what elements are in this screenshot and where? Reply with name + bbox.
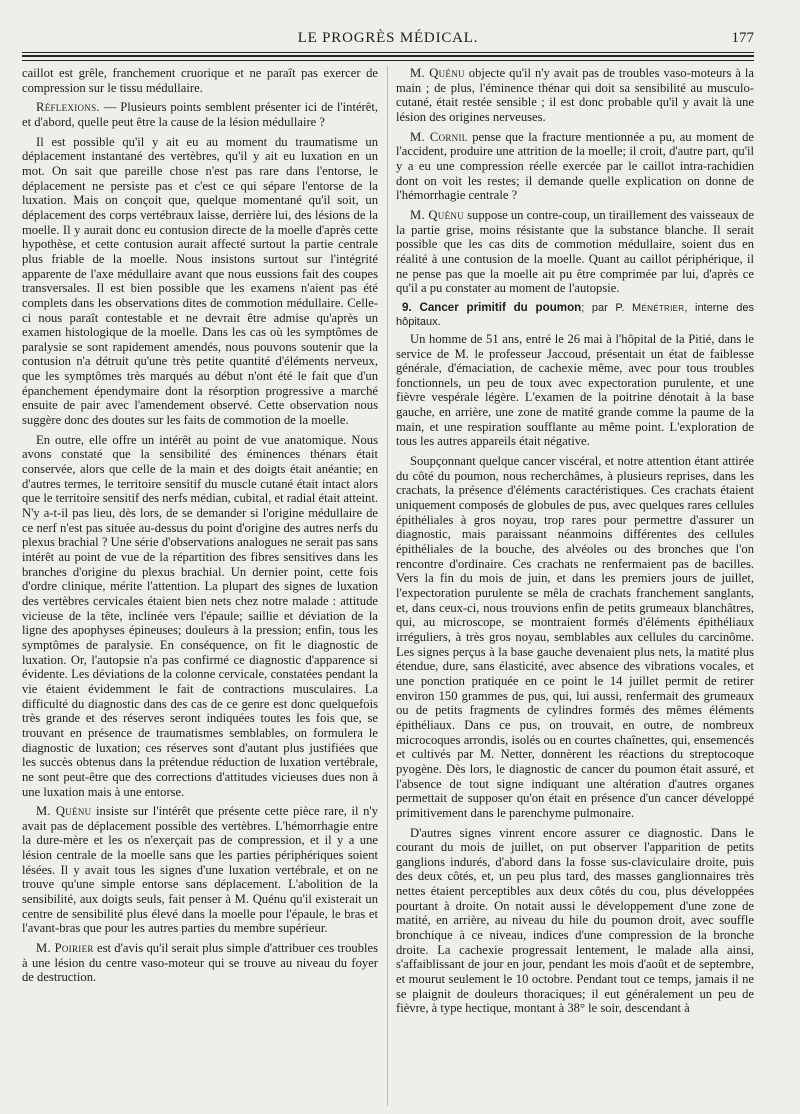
paragraph-text: suppose un contre-coup, un tiraillement des vaisseaux de la partie grise, moins résistante que la substance blanche. Il serait possible que les cas dits de commotion médullaire, soient dus en réalité à une contusion de la moelle. Quant au caillot périphérique, il ne pense pas que la moelle ait pu être comprimée par lui, d'après ce qu'il a pu constater au moment de l'autopsie. — [396, 207, 754, 296]
paragraph-text: est d'avis qu'il serait plus simple d'attribuer ces troubles à une lésion du centre vaso-moteur qui se trouve au niveau du foyer de destruction. — [22, 941, 378, 985]
paragraph — [396, 66, 754, 125]
paragraph: caillot est grêle, franchement cruorique et ne paraît pas exercer de compression sur le tissu médullaire. — [22, 66, 378, 95]
paragraph: Un homme de 51 ans, entré le 26 mai à l'hôpital de la Pitié, dans le service de M. le professeur Jaccoud, présentait un état de faiblesse générale, d'émaciation, de cachexie même, avec pour tous troubles fonctionnels, un peu de toux avec expectoration purulente, et une fièvre vespérale légère. L'examen de la poitrine dénotait à la base gauche, en arrière, une zone de matité grande comme la paume de la main, et une respiration soufflante au même point. L'exploration de tous les autres appareils était négative. — [396, 331, 754, 449]
section-author-prefix: ; par P. — [581, 301, 633, 314]
paragraph: En outre, elle offre un intérêt au point de vue anatomique. Nous avons constaté que la sensibilité des éminences thénars était conservée, alors que celle de la main et des doigts était anéantie; en d'autres termes, le territoire sensitif du muscle cutané était intact alors que le territoire sensitif des nerfs médian, cubital, et radial était atteint. N'y a-t-il pas lieu, dès lors, de se demander si l'origine médullaire de ce nerf n'est pas située au-dessus du point d'origine des autres nerfs du plexus brachial ? Une série d'observations analogues ne serait pas sans intérêt au point de vue de la répartition des fibres sensitives dans les branches d'origine du plexus brachial. Un dernier point, cette fois d'ordre clinique, mérite l'attention. La plupart des signes de luxation des vertèbres cervicales étaient bien nets chez notre malade : attitude vicieuse de la tête, inclinée vers l'épaule; saillie et déviation de la ligne des apophyses épineuses; douleurs à la pression; enfin, tous les symptômes de paralysie. En conséquence, on fit le diagnostic de luxation. Or, l'autopsie n'a pas confirmé ce diagnostic d'apparence si évidente. Les déviations de la colonne cervicale, constatées pendant la vie étaient évidemment le fait de contractions musculaires. La difficulté du diagnostic dans des cas de ce genre est donc quelquefois très grande et des réserves seront indiquées toutes les fois que, se trouvant en présence de traumatismes semblables, on formulera le diagnostic de luxation; ces réserves sont d'autant plus justifiées que les succès obtenus dans la prétendue réduction de luxation vertébrale, ne sont peut-être que des corrections d'attitudes vicieuses dues non à une luxation mais à une entorse. — [22, 432, 378, 799]
right-column — [396, 66, 754, 1021]
section-title: 9. Cancer primitif du poumon — [402, 300, 582, 314]
speaker-name: M. Quénu — [410, 207, 464, 222]
section-author: Ménétrier — [632, 301, 685, 314]
paragraph: Soupçonnant quelque cancer viscéral, et notre attention étant attirée du côté du poumon, nous recherchâmes, à plusieurs reprises, dans les crachats, la présence d'éléments caractéristiques. Ces crachats étaient uniquement composés de globules de pus, avec quelques rares cellules épithéliales à gros noyau, trop rares pour permettre d'assurer un diagnostic, mais paraissant néanmoins différentes des cellules épithéliales de la bouche, des alvéoles ou des bronches que l'on rencontre d'ordinaire. Ces crachats ne renfermaient pas de bacilles. Vers la fin du mois de juin, et dans les premiers jours de juillet, l'expectoration purulente se mêla de crachats franchement sanglants, et, dans ceux-ci, nous trouvions enfin de petits grumeaux blanchâtres, qui, au microscope, se montraient formés d'éléments épithéliaux irréguliers, à très gros noyau, semblables aux cellules du carcinôme. Les signes perçus à la base gauche devenaient plus nets, la matité plus étendue, dure, sans élasticité, avec absence des vibrations vocales, et une ponction pratiquée en ce point le 14 juillet permit de retirer environ 150 grammes de pus, qui, lui aussi, renfermait des grumeaux ou de petits fragments de cylindres formés des mêmes éléments épithéliaux. Dans ce pus, on trouvait, en outre, de nombreux microcoques arrondis, isolés ou en courtes chaînettes, qui, ensemencés et cultivés par M. Netter, donnèrent les réactions du streptocoque pyogène. Dès lors, le diagnostic de cancer du poumon était assuré, et l'absence de tout signe indiquant une altération d'autres organes permettait de supposer qu'on était en présence d'un cancer développé primitivement dans le parenchyme pulmonaire. — [396, 454, 754, 820]
left-column — [22, 66, 378, 990]
speaker-name: M. Poirier — [36, 941, 94, 956]
page-number: 177 — [731, 30, 754, 46]
paragraph — [22, 100, 378, 129]
running-header — [22, 30, 754, 52]
paragraph — [22, 804, 378, 936]
column-divider — [387, 66, 388, 1106]
paragraph-text: objecte qu'il n'y avait pas de troubles vaso-moteurs à la main ; de plus, l'éminence thénar qui doit sa sensibilité au musculo-cutané, était restée sensible ; il est donc probable qu'il y avait là une lésion des origines nerveuses. — [396, 66, 754, 124]
header-rule-middle — [22, 55, 754, 57]
paragraph — [396, 208, 754, 296]
paragraph — [396, 130, 754, 203]
paragraph-text: insiste sur l'intérêt que présente cette pièce rare, il n'y avait pas de déplacement possible des vertèbres. L'hémorrhagie entre la dure-mère et les os n'exerçait pas de compression, et il y a une lésion centrale de la moelle sans que les parties périphériques soient lésées. Il y avait tous les signes d'une luxation vertébrale, et on ne trouve qu'une simple entorse sans déplacement. L'abolition de la sensibilité, aux doigts seuls, fait penser à M. Quénu qu'il existerait un centre de sensibilité plus élevé dans la moelle pour l'épaule, le bras et l'avant-bras que pour les autres parties du membre supérieur. — [22, 804, 378, 936]
journal-title: LE PROGRÈS MÉDICAL. — [297, 30, 479, 46]
speaker-name: M. Quénu — [410, 66, 465, 80]
speaker-name: M. Cornil — [410, 129, 468, 144]
paragraph-text: pense que la fracture mentionnée a pu, au moment de l'accident, produire une attrition de la moelle; il croit, d'autre part, qu'il y a eu une compression réelle exercée par le caillot intra-rachidien dont on voit les restes; il demande quelle explication on donne de l'hémorrhagie centrale ? — [396, 129, 755, 203]
header-rule-bottom — [22, 60, 754, 61]
section-heading — [396, 301, 754, 329]
header-rule-top — [22, 52, 754, 53]
paragraph-text: — Plusieurs points semblent présenter ici de l'intérêt, et d'abord, quelle peut être la cause de la lésion médullaire ? — [22, 100, 378, 129]
section-role: , interne des hôpitaux. — [396, 301, 754, 328]
speaker-name: M. Quénu — [36, 804, 92, 819]
paragraph — [22, 941, 378, 985]
paragraph: Il est possible qu'il y ait eu au moment du traumatisme un déplacement instantané des vertèbres, qu'il y ait eu luxation en un mot. On sait que pareille chose n'est pas rare dans l'entorse, le déplacement ne persiste pas et c'est ce qui sépare l'entorse de la luxation. Mais on conçoit que, quelque momentané qu'il soit, un déplacement des corps vertébraux laisse, derrière lui, des lésions de la moelle. Il y aurait donc eu contusion directe de la moelle d'après cette hypothèse, et cette contusion aurait affecté surtout la partie centrale plus friable de la moelle. Nous insistons surtout sur l'intégrité apparente de l'axe médullaire avant que nous eussions fait des coupes transversales. Il est bien possible que les examens n'aient pas été complets dans les observations dites de commotion médullaire. Celle-ci nous paraît contestable et ne devrait être admise qu'après un examen histologique de la moelle. Dans les cas où les symptômes de paralysie se sont rapidement amendés, nous pouvons soutenir que la contusion n'a détruit qu'une très petite quantité d'éléments nerveux, que les symptômes très marqués au début n'ont été le fait que d'un épanchement épendymaire dont la résorption progressive a marché ensuite de pair avec l'amendement observé. Cette observation nous suggère donc des doutes sur les faits de commotion de la moelle. — [22, 134, 378, 428]
paragraph: D'autres signes vinrent encore assurer ce diagnostic. Dans le courant du mois de juillet, on put observer l'apparition de petits ganglions indurés, d'abord dans la fosse sus-claviculaire droite, puis des deux côtés, et, un peu plus tard, des masses ganglionnaires très nettes étaient perceptibles aux deux côtés du cou, plus développées pourtant à droite. On notait aussi le développement d'une zone de matité, en arrière, au niveau du hile du poumon droit, avec souffle bronchique à ce niveau, indices d'une compression de la bronche droite. La cachexie progressait lentement, le malade alla ainsi, s'affaiblissant de jour en jour, pendant les mois d'août et de septembre, et mourut seulement le 10 octobre. Pendant tout ce temps, jamais il ne se plaignit de douleurs thoraciques; il eut généralement un peu de fièvre, à type hectique, montant à 38° le soir, descendant à — [396, 825, 754, 1016]
reflexions-label: Réflexions. — [36, 100, 100, 115]
